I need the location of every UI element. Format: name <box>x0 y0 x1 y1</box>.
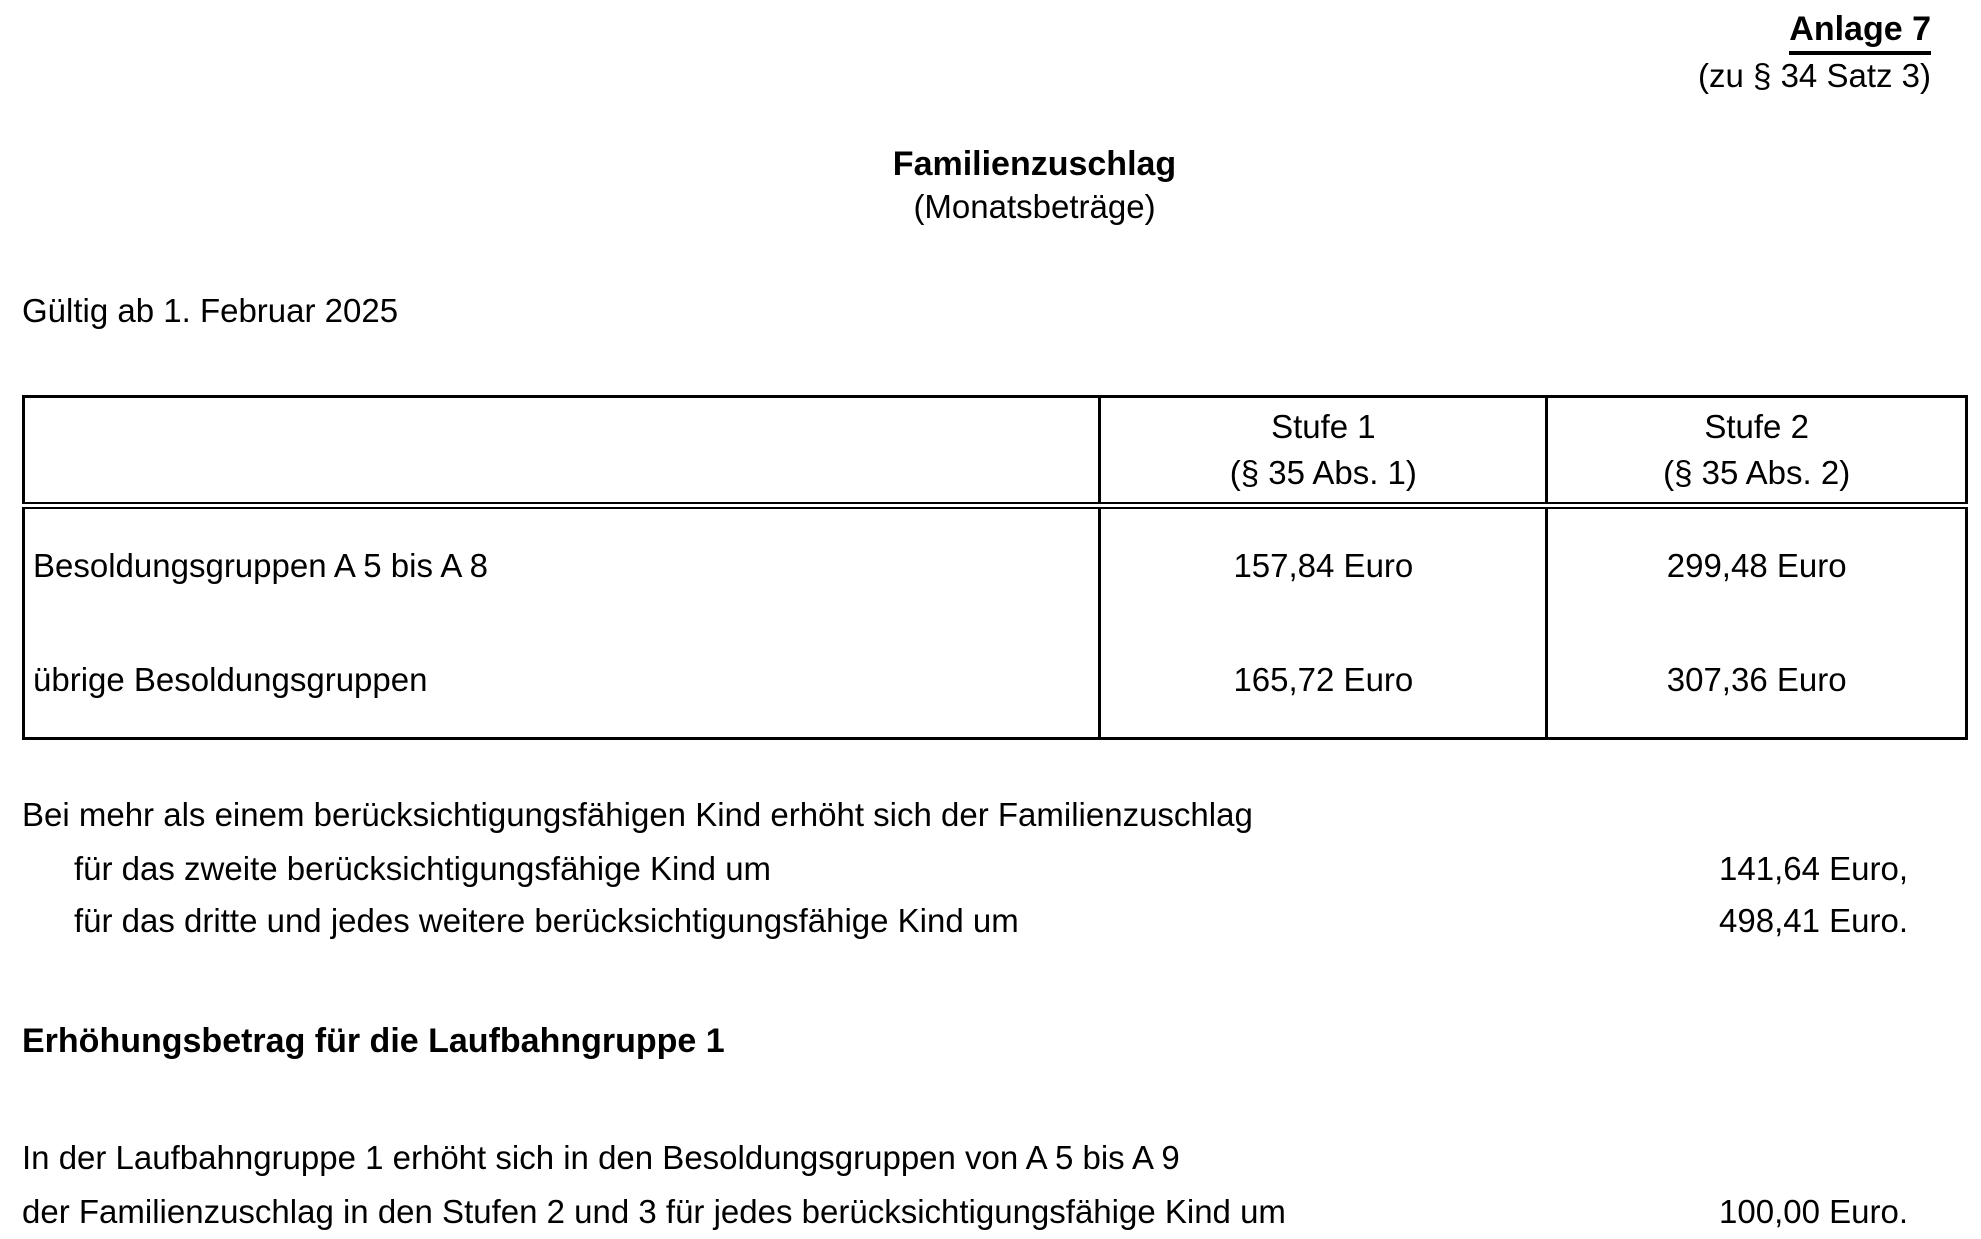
amount-uebrige-stufe1: 165,72 Euro <box>1100 623 1547 739</box>
second-child-text: für das zweite berücksichtigungsfähige Kind um <box>74 850 772 887</box>
table-header-stufe2-label: Stufe 2 <box>1704 408 1809 445</box>
third-child-amount: 498,41 Euro. <box>1719 902 1908 939</box>
row-label-uebrige-besoldungsgruppen: übrige Besoldungsgruppen <box>33 661 428 698</box>
table-header-stufe2-sublabel: (§ 35 Abs. 2) <box>1663 454 1851 491</box>
increase-section-heading: Erhöhungsbetrag für die Laufbahngruppe 1 <box>22 1022 725 1060</box>
annex-label: Anlage 7 <box>1789 8 1931 55</box>
amount-a5-a8-stufe1: 157,84 Euro <box>1100 506 1547 624</box>
table-row <box>24 623 1967 739</box>
children-note-intro: Bei mehr als einem berücksichtigungsfähigen Kind erhöht sich der Familienzuschlag <box>22 796 1253 833</box>
annex-block <box>22 8 1931 97</box>
second-child-amount: 141,64 Euro, <box>1719 850 1908 887</box>
table-header-row <box>24 397 1967 506</box>
amount-uebrige-stufe2: 307,36 Euro <box>1547 623 1967 739</box>
table-header <box>24 397 1967 506</box>
increase-paragraph-line2-text: der Familienzuschlag in den Stufen 2 und 3 für jedes berücksichtigungsfähige Kind um <box>22 1193 1286 1230</box>
increase-paragraph-line2 <box>22 1185 1931 1239</box>
children-note-items <box>22 843 1931 947</box>
document-title: Familienzuschlag <box>892 145 1177 183</box>
children-note <box>22 793 1931 947</box>
table-header-empty <box>24 397 1100 506</box>
increase-paragraph-line1: In der Laufbahngruppe 1 erhöht sich in den Besoldungsgruppen von A 5 bis A 9 <box>22 1139 1180 1176</box>
row-label-besoldungsgruppen-a5-a8: Besoldungsgruppen A 5 bis A 8 <box>33 547 489 584</box>
third-child-text: für das dritte und jedes weitere berücksichtigungsfähige Kind um <box>74 902 1019 939</box>
document-subtitle: (Monatsbeträge) <box>913 188 1156 225</box>
table-header-stufe1-label: Stufe 1 <box>1271 408 1376 445</box>
increase-section-paragraph <box>22 1131 1931 1239</box>
table-header-stufe1 <box>1100 397 1547 506</box>
table-header-stufe2 <box>1547 397 1967 506</box>
table-body <box>24 506 1967 739</box>
annex-label-line <box>22 8 1931 55</box>
increase-amount: 100,00 Euro. <box>1719 1193 1908 1230</box>
annex-reference: (zu § 34 Satz 3) <box>1698 57 1931 94</box>
familienzuschlag-table <box>22 395 1968 740</box>
title-block <box>80 143 1981 229</box>
children-note-item-third-child <box>22 895 1931 947</box>
table-header-stufe1-sublabel: (§ 35 Abs. 1) <box>1229 454 1417 491</box>
validity-note: Gültig ab 1. Februar 2025 <box>22 292 399 329</box>
children-note-item-second-child <box>22 843 1931 895</box>
table-row <box>24 506 1967 624</box>
amount-a5-a8-stufe2: 299,48 Euro <box>1547 506 1967 624</box>
